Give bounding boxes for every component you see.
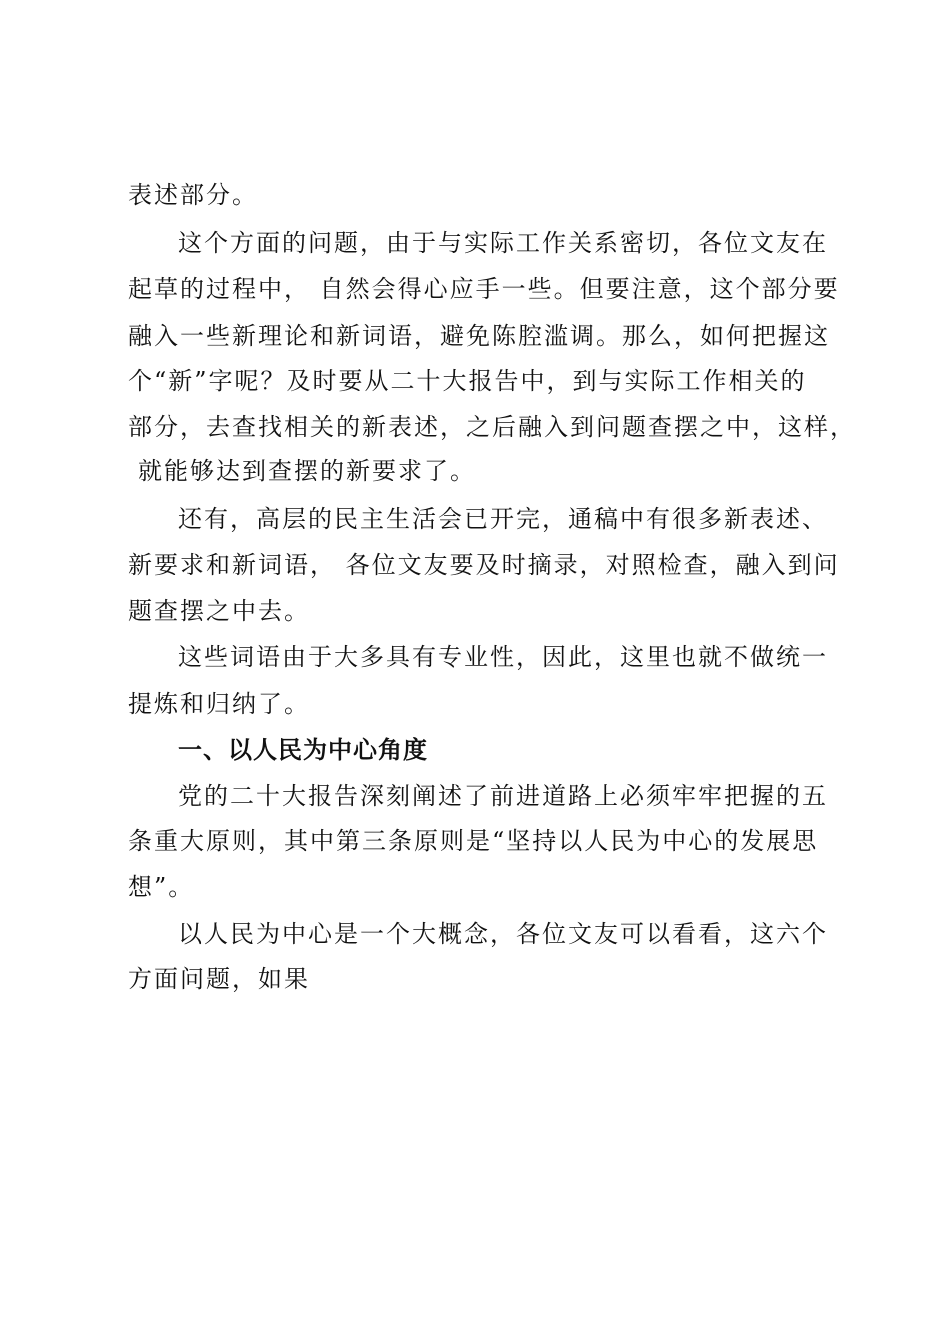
text-line: 还有，高层的民主生活会已开完，通稿中有很多新表述、 <box>178 505 828 533</box>
text-line: 党的二十大报告深刻阐述了前进道路上必须牢牢把握的五 <box>178 782 828 810</box>
text-line: 方面问题，如果 <box>128 965 310 993</box>
text-line: 条重大原则，其中第三条原则是“坚持以人民为中心的发展思 <box>128 827 819 855</box>
text-line: 题查摆之中去。 <box>128 597 310 625</box>
section-heading: 一、以人民为中心角度 <box>178 736 428 764</box>
text-line: 提炼和归纳了。 <box>128 690 310 718</box>
text-line: 就能够达到查摆的新要求了。 <box>138 457 476 485</box>
text-line: 这些词语由于大多具有专业性，因此，这里也就不做统一 <box>178 643 828 671</box>
text-line: 融入一些新理论和新词语，避免陈腔滥调。那么，如何把握这 <box>128 322 830 350</box>
text-line: 想”。 <box>128 873 195 901</box>
text-line: 这个方面的问题，由于与实际工作关系密切，各位文友在 <box>178 229 828 257</box>
text-line: 表述部分。 <box>128 181 258 209</box>
text-line: 部分，去查找相关的新表述，之后融入到问题查摆之中，这样， <box>128 413 856 441</box>
text-line: 新要求和新词语， 各位文友要及时摘录，对照检查，融入到问 <box>128 551 840 579</box>
text-line: 起草的过程中， 自然会得心应手一些。但要注意，这个部分要 <box>128 275 840 303</box>
text-line: 个“新”字呢？及时要从二十大报告中，到与实际工作相关的 <box>128 367 807 395</box>
text-line: 以人民为中心是一个大概念，各位文友可以看看，这六个 <box>178 920 828 948</box>
